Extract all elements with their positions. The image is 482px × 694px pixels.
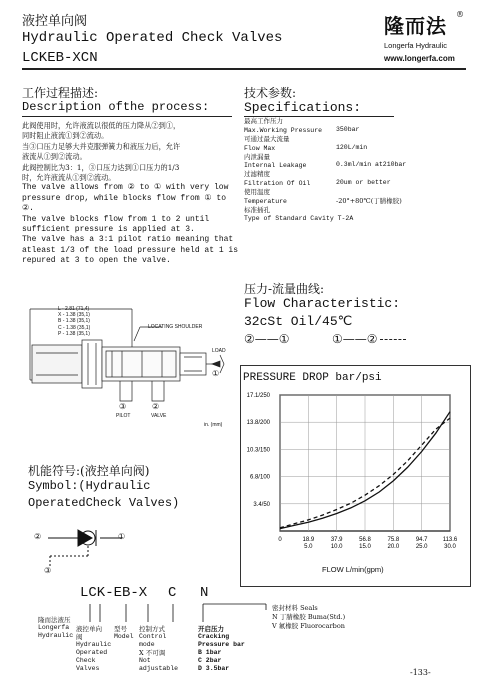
seals-info — [272, 604, 345, 631]
hydraulic-symbol — [30, 520, 130, 580]
spec-value: 120L/min — [336, 143, 368, 151]
chart-title: PRESSURE DROP bar/psi — [243, 372, 382, 384]
units-label: in. (mm) — [204, 422, 223, 428]
spec-value: 20um or better — [336, 179, 391, 187]
order-col-cracking: 开启压力 Cracking Pressure bar B 1bar C 2bar D 3.5bar — [198, 625, 245, 672]
symbol-port-2: ② — [34, 532, 42, 541]
spec-en: Max.Working Pressure — [244, 126, 323, 134]
specs-heading-cn: 技术参数: — [244, 86, 297, 100]
symbol-heading-en2: OperatedCheck Valves) — [28, 496, 180, 510]
title-cn: 液控单向阀 — [22, 14, 88, 29]
x-tick-label-gpm: 15.0 — [359, 544, 371, 550]
y-tick-label: 3.4/50 — [253, 501, 270, 508]
process-text — [22, 121, 239, 267]
load-label: LOAD — [212, 348, 226, 354]
process-line: The valve allows from ② to ① with very low — [22, 183, 229, 193]
spec-value: 350bar — [336, 125, 360, 133]
order-col-model: 型号 Model — [114, 625, 134, 640]
seals-title: 密封材料 Seals — [272, 604, 318, 612]
pressure-drop-chart — [240, 385, 469, 585]
process-line: sufficient pressure is applied at 3. — [22, 225, 195, 235]
registered-mark: ® — [456, 10, 464, 19]
process-heading-en: Description ofthe process: — [22, 100, 210, 114]
model-code: LCKEB-XCN — [22, 50, 98, 66]
y-tick-label: 17.1/250 — [246, 393, 270, 399]
x-tick-label: 94.7 — [415, 537, 428, 543]
x-tick-label-gpm: 30.0 — [444, 544, 456, 550]
order-code-seal: N — [200, 585, 209, 601]
spec-en: Type of Standard Cavity T-2A — [244, 214, 354, 222]
process-line: 同时阻止液流①到②流动。 — [22, 131, 109, 141]
dimension-list — [58, 306, 90, 337]
y-tick-label: 13.8/200 — [246, 420, 270, 427]
valve-cross-section — [22, 295, 242, 445]
spec-cn: 标准插孔 — [244, 205, 270, 214]
process-line: The valve blocks flow from 1 to 2 until — [22, 214, 210, 224]
spec-cn: 最高工作压力 — [244, 117, 283, 125]
dim-c: C - 1.38 (35,1) — [58, 324, 91, 331]
process-line: pressure drop, while blocks flow from ① to — [22, 193, 227, 203]
symbol-heading-en1: Symbol:(Hydraulic — [28, 479, 151, 493]
spec-value: -20°+80℃(丁腈橡胶) — [336, 196, 402, 205]
legend-dashed: ①——② — [332, 332, 406, 346]
spec-cn: 内泄漏量 — [244, 152, 270, 161]
spec-cn: 过滤精度 — [244, 170, 270, 179]
chart-xlabel: FLOW L/min(gpm) — [322, 565, 384, 574]
brand-website: www.longerfa.com — [384, 54, 455, 63]
dim-l: L - 2.81 (71,4) — [58, 306, 90, 312]
process-line: 液流从①到②流动。 — [22, 152, 87, 162]
spec-cn: 使用温度 — [244, 188, 270, 197]
specs-heading-en: Specifications: — [244, 100, 362, 115]
x-tick-label-gpm: 25.0 — [415, 544, 428, 550]
process-heading-cn: 工作过程描述: — [22, 86, 99, 100]
dim-x: X - 1.38 (35,1) — [58, 312, 90, 319]
symbol-port-3: ③ — [44, 566, 52, 575]
process-line: atleast 1/3 of the load pressure held at 1 is — [22, 245, 239, 255]
port-2-label: ② — [152, 402, 160, 411]
specs-table — [244, 117, 469, 224]
flow-heading-en: Flow Characteristic: — [244, 296, 401, 311]
order-code-model: LCK-EB-X — [80, 585, 148, 601]
spec-value: 0.3ml/min at210bar — [336, 161, 407, 169]
seal-option: N 丁腈橡胶 Buma(Std.) — [272, 613, 346, 621]
process-line: ②. — [22, 204, 34, 214]
valve-label: VALVE — [151, 413, 167, 419]
dim-b: B - 1.38 (35,1) — [58, 318, 90, 325]
x-tick-label: 18.9 — [302, 537, 315, 543]
title-en: Hydraulic Operated Check Valves — [22, 30, 283, 46]
port-1-label: ① — [212, 369, 220, 378]
spec-en: Internal Leakage — [244, 162, 307, 170]
locating-shoulder-label: LOCATING SHOULDER — [148, 324, 203, 330]
process-line: 时，允许液流从①到②流动。 — [22, 173, 116, 183]
brand-cn: 隆而法 — [384, 14, 447, 38]
y-tick-label: 6.8/100 — [249, 474, 270, 481]
page-number: -133- — [410, 668, 431, 677]
seal-option: V 氟橡胶 Fluorocarbon — [272, 622, 345, 630]
process-line: repured at 3 to open the valve. — [22, 256, 171, 266]
order-col-control: 控制方式 Control mode X 不可调 Not adjustable — [139, 625, 179, 672]
order-col-brand: 隆而法液压 Longerfa Hydraulic — [38, 616, 74, 639]
x-tick-label: 75.8 — [387, 537, 400, 543]
brand-logo — [384, 10, 466, 66]
x-tick-label-gpm: 10.0 — [330, 544, 343, 550]
symbol-port-1: ① — [118, 532, 126, 541]
process-line: The valve has a 3:1 pilot ratio meaning that — [22, 235, 234, 245]
spec-en: Filtration Of Oil — [244, 180, 311, 188]
x-tick-label: 37.9 — [330, 537, 343, 543]
x-tick-label-gpm: 20.0 — [387, 544, 400, 550]
process-line: 当③口压力足够大并克服弹簧力和液压力后，允许 — [22, 141, 181, 151]
legend-solid: ②——① — [244, 332, 290, 346]
order-code-cracking: C — [168, 585, 177, 601]
x-tick-label: 56.8 — [359, 537, 371, 543]
process-line: 此阀控制比为3：1，③口压力达到①口压力的1/3 — [22, 162, 180, 172]
symbol-heading-cn: 机能符号:(液控单向阀) — [28, 464, 150, 478]
port-3-label: ③ — [119, 402, 127, 411]
x-tick-label: 0 — [278, 537, 282, 543]
x-tick-label-gpm: 5.0 — [304, 544, 313, 550]
spec-en: Temperature — [244, 197, 287, 205]
process-line: 此阀使用时，允许液流以很低的压力降从②到①， — [22, 121, 181, 130]
y-tick-label: 10.3/150 — [246, 447, 270, 454]
flow-heading-cn: 压力-流量曲线: — [244, 282, 325, 296]
brand-en: Longerfa Hydraulic — [384, 41, 447, 50]
dim-p: P - 1.38 (35,1) — [58, 330, 90, 337]
pilot-label: PILOT — [116, 413, 131, 419]
flow-condition: 32cSt Oil/45℃ — [244, 314, 353, 329]
spec-en: Flow Max — [244, 144, 276, 152]
x-tick-label: 113.6 — [442, 537, 458, 543]
spec-cn: 可通过最大流量 — [244, 134, 290, 143]
header-rule — [22, 68, 466, 70]
order-col-type: 液控单向 阀 Hydraulic Operated Check Valves — [76, 625, 112, 672]
